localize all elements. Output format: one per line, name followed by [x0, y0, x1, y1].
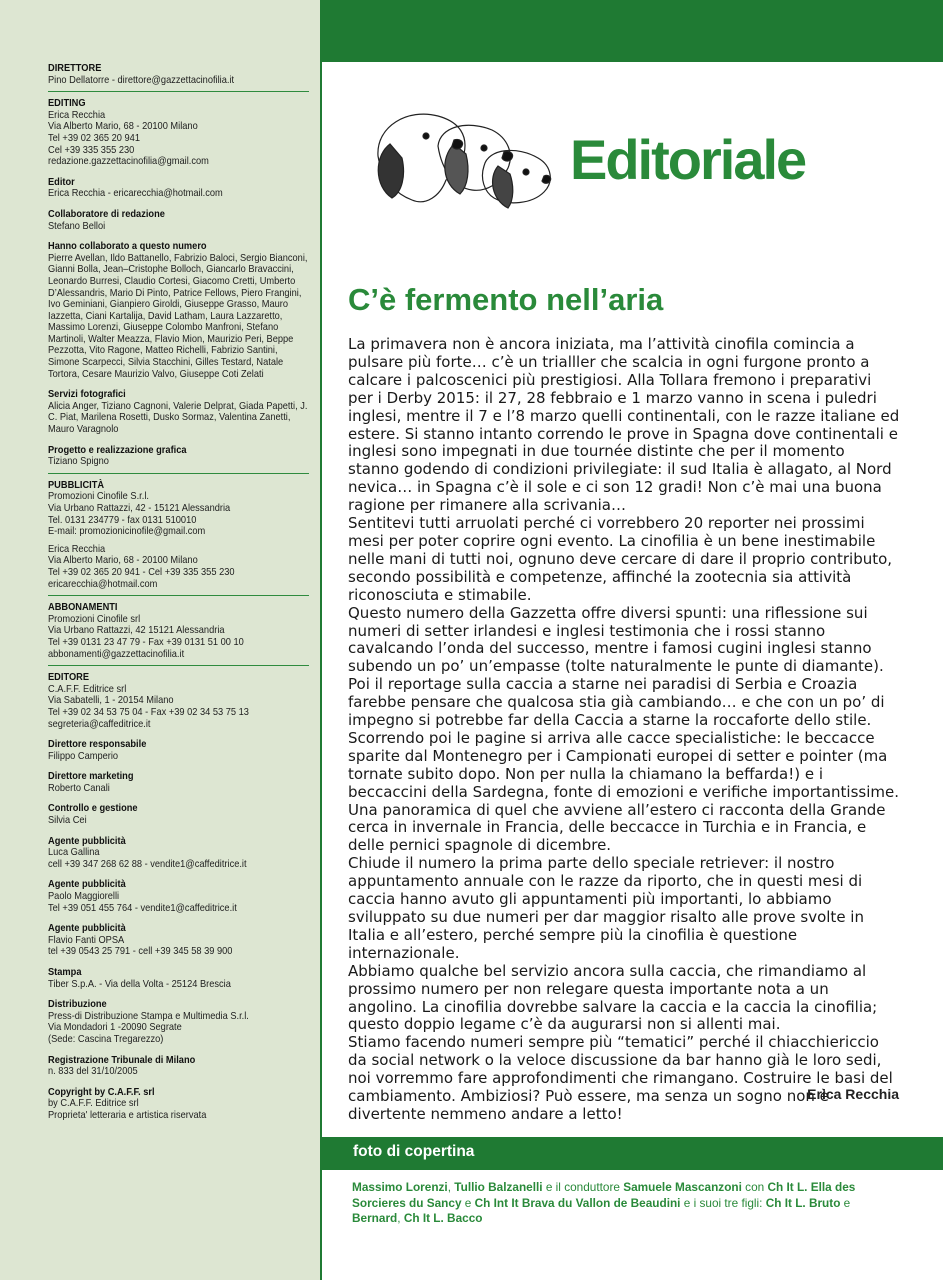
masthead-heading: Copyright by C.A.F.F. srl — [48, 1086, 155, 1098]
masthead-section-direttore — [48, 63, 309, 92]
masthead-section-hanno-collaborato — [48, 241, 309, 380]
dog-eye-3 — [523, 169, 529, 175]
masthead-section-editor — [48, 177, 309, 200]
caption-text: e il conduttore — [542, 1180, 624, 1194]
masthead-heading: PUBBLICITÀ — [48, 479, 105, 491]
dog-eye-1 — [423, 133, 429, 139]
article-author: Erica Recchia — [807, 1086, 899, 1102]
caption-name: Ch It L. Bacco — [403, 1211, 483, 1225]
masthead — [48, 63, 309, 1131]
caption-name: Tullio Balzanelli — [454, 1180, 543, 1194]
masthead-line[interactable]: segreteria@caffeditrice.it — [48, 718, 151, 730]
caption-text: , — [447, 1180, 455, 1194]
dog-heads-illustration — [368, 96, 556, 220]
masthead-line: Promozioni Cinofile S.r.l. — [48, 491, 149, 503]
masthead-line: Tel. 0131 234779 - fax 0131 510010 — [48, 514, 197, 526]
masthead-text: Pierre Avellan, Ildo Battanello, Fabrizio Baloci, Sergio Bianconi, Gianni Bolla, Jean–Cristophe Bolloch, Giancarlo Bravaccini, Leonardo Burresi, Claudio Cortesi, Giacomo Cretti, Umberto D’Alessandris, Mario Di Pinto, Patrice Fellows, Piero Frangini, Ivo Geminiani, Gianpiero Giroldi, Giuseppe Grasso, Mauro Iazzetta, Ciani Kartalija, David Latham, Laura Lazzaretto, Massimo Lorenzi, Giuseppe Colombo Manfroni, Stefano Martinoli, Walter Meazza, Flavio Mion, Maurizio Peri, Beppe Pezzotta, Vito Ragone, Matteo Richelli, Fabrizio Santini, Simone Scarpecci, Silvia Stacchini, Gilles Testard, Natale Tortora, Cesare Maurizio Valvo, Giuseppe Coti Zelati — [48, 252, 308, 380]
masthead-line: Flavio Fanti OPSA — [48, 934, 125, 946]
dog-nose-1 — [452, 139, 463, 149]
caption-name: Massimo Lorenzi — [352, 1180, 448, 1194]
caption-name: Ch It L. Ella des Sorcieres du Sancy — [352, 1180, 856, 1210]
article-paragraph: Scorrendo poi le pagine si arriva alle cacce specialistiche: le beccacce sparite dal Montenegro per i Campionati europei di setter e pointer (ma tornate subito dopo. Non per nulla la chiamano la beffarda!) e i beccaccini della Sardegna, fonte di emozioni e verifiche importantissime. — [348, 728, 900, 801]
masthead-line: Luca Gallina — [48, 847, 100, 859]
caption-name: Samuele Mascanzoni — [623, 1180, 742, 1194]
masthead-section-agente2 — [48, 879, 309, 914]
masthead-line: by C.A.F.F. Editrice srl — [48, 1098, 139, 1110]
masthead-section-distribuzione — [48, 999, 309, 1045]
masthead-line: Tel +39 02 365 20 941 — [48, 132, 140, 144]
masthead-line: n. 833 del 31/10/2005 — [48, 1066, 138, 1078]
masthead-line: Tiber S.p.A. - Via della Volta - 25124 Brescia — [48, 978, 231, 990]
top-green-band — [322, 0, 943, 62]
masthead-line: Stefano Belloi — [48, 220, 106, 232]
masthead-line[interactable]: redazione.gazzettacinofilia@gmail.com — [48, 156, 209, 168]
dog-ear-3 — [493, 166, 513, 208]
caption-text: e i suoi tre figli: — [680, 1195, 766, 1210]
caption-name: Bernard — [352, 1211, 398, 1225]
caption-text: e — [461, 1195, 475, 1210]
masthead-heading: Editor — [48, 176, 75, 188]
masthead-line: Press-di Distribuzione Stampa e Multimedia S.r.l. — [48, 1010, 249, 1022]
masthead-heading: Collaboratore di redazione — [48, 208, 165, 220]
masthead-line: Via Urbano Rattazzi, 42 15121 Alessandria — [48, 625, 225, 637]
masthead-line[interactable]: cell +39 347 268 62 88 - vendite1@caffeditrice.it — [48, 858, 247, 870]
masthead-line: Erica Recchia — [48, 109, 106, 121]
masthead-line[interactable]: Erica Recchia - ericarecchia@hotmail.com — [48, 188, 223, 200]
masthead-heading: Stampa — [48, 967, 82, 978]
article-paragraph: Questo numero della Gazzetta offre diversi spunti: una riflessione sui numeri di setter irlandesi e inglesi testimonia che i rossi stanno cavalcando l’onda del successo, mentre i famosi cugini inglesi stanno subendo un po’ un’empasse (tolte naturalmente le punte di diamante). Poi il reportage sulla caccia a starne nei paradisi di Serbia e Croazia farebbe pensare che qualcosa stia già cambiando… e che con un po’ di impegno si potrebbe far della Caccia a starne la roccaforte dello stile. — [348, 603, 885, 730]
masthead-line: Tel +39 0131 23 47 79 - Fax +39 0131 51 00 10 — [48, 636, 244, 648]
masthead-section-controllo — [48, 803, 309, 826]
masthead-section-pubblicita — [48, 480, 309, 596]
dog-nose-2 — [502, 151, 513, 161]
masthead-line: Proprieta' letteraria e artistica riservata — [48, 1109, 207, 1121]
masthead-section-collaboratore — [48, 209, 309, 232]
masthead-heading: DIRETTORE — [48, 63, 102, 74]
masthead-heading: Hanno collaborato a questo numero — [48, 241, 207, 253]
masthead-section-direttore-responsabile — [48, 739, 309, 762]
masthead-line: Cel +39 335 355 230 — [48, 144, 135, 156]
masthead-line: Via Alberto Mario, 68 - 20100 Milano — [48, 121, 198, 133]
article-paragraph: La primavera non è ancora iniziata, ma l’attività cinofila comincia a pulsare più forte… c’è un trialller che scalcia in ogni furgone pronto a calcare i palcoscenici più prestigiosi. Alla Tollara fremono i preparativi per i Derby 2015: il 27, 28 febbraio e 1 marzo vanno in scena i puledri inglesi, mentre il 7 e l’8 marzo quelli continentali, con le razze italiane ed estere. Si stanno intanto correndo le prove in Spagna dove continentali e inglesi sono impegnati in due tournée distinte che per il momento stanno godendo di condizioni privilegiate: il sud Italia è allagato, al Nord nevica… in Spagna c’è il sole e ci son 12 gradi! Non c’è mai una buona ragione per rimanere alla scrivania… — [348, 335, 900, 515]
masthead-line: Paolo Maggiorelli — [48, 891, 120, 903]
masthead-section-direttore-marketing — [48, 771, 309, 794]
caption-name: Ch It L. Bruto — [765, 1195, 841, 1210]
masthead-line: Erica Recchia — [48, 543, 106, 555]
masthead-heading: Agente pubblicità — [48, 835, 126, 847]
masthead-heading: ABBONAMENTI — [48, 602, 118, 614]
cover-photo-title: foto di copertina — [353, 1143, 475, 1160]
masthead-heading: Agente pubblicità — [48, 923, 126, 935]
cover-photo-caption — [352, 1180, 900, 1227]
masthead-heading: Servizi fotografici — [48, 389, 126, 401]
masthead-heading: Controllo e gestione — [48, 803, 138, 815]
masthead-text: Alicia Anger, Tiziano Cagnoni, Valerie Delprat, Giada Papetti, J. C. Piat, Marilena Rosetti, Dusko Sormaz, Valentina Zanetti, Mauro Varagnolo — [48, 400, 308, 436]
article-paragraph: Una panoramica di quel che avviene all’estero ci racconta della Grande cerca in invernale in Francia, delle beccacce in Turchia e in Francia, e delle pernici spagnole di dicembre. — [348, 800, 886, 855]
masthead-heading: Distribuzione — [48, 999, 107, 1011]
dog-nose-3 — [542, 175, 551, 183]
masthead-line: Via Mondadori 1 -20090 Segrate — [48, 1022, 182, 1034]
masthead-section-editing — [48, 98, 309, 168]
dog-eye-2 — [481, 145, 487, 151]
masthead-line: Via Sabatelli, 1 - 20154 Milano — [48, 695, 174, 707]
masthead-line: Promozioni Cinofile srl — [48, 613, 141, 625]
masthead-line[interactable]: ericarecchia@hotmail.com — [48, 578, 158, 590]
caption-name: Ch Int It Brava du Vallon de Beaudini — [474, 1195, 681, 1210]
masthead-heading: Direttore responsabile — [48, 739, 147, 751]
masthead-heading: Registrazione Tribunale di Milano — [48, 1054, 196, 1066]
caption-text: , — [397, 1211, 404, 1225]
masthead-line[interactable]: Tel +39 051 455 764 - vendite1@caffeditrice.it — [48, 902, 237, 914]
caption-text: con — [741, 1180, 768, 1194]
article-paragraph: Stiamo facendo numeri sempre più “tematici” perché il chiacchiericcio da social network o la veloce discussione da bar hanno già le loro sedi, noi vorremmo fare approfondimenti che rimangano. Costruire le basi del cambiamento. Ambiziosi? Può essere, ma senza un sogno non è divertente nemmeno andare a letto! — [348, 1033, 893, 1123]
masthead-section-registrazione — [48, 1055, 309, 1078]
masthead-line: Via Urbano Rattazzi, 42 - 15121 Alessandria — [48, 503, 231, 514]
masthead-line[interactable]: E-mail: promozionicinofile@gmail.com — [48, 526, 206, 538]
caption-text: e — [840, 1195, 851, 1210]
masthead-line: Tel +39 02 365 20 941 - Cel +39 335 355 230 — [48, 566, 235, 578]
masthead-line: Silvia Cei — [48, 815, 87, 827]
masthead-section-editore — [48, 672, 309, 730]
masthead-line: Tiziano Spigno — [48, 456, 109, 468]
masthead-line[interactable]: abbonamenti@gazzettacinofilia.it — [48, 648, 185, 660]
section-title: Editoriale — [570, 128, 806, 191]
masthead-line: Filippo Camperio — [48, 750, 119, 762]
column-divider — [320, 0, 322, 1280]
article-paragraph: Sentitevi tutti arruolati perché ci vorrebbero 20 reporter nei prossimi mesi per poter coprire ogni evento. La cinofilia è un bene inestimabile nelle mani di tutti noi, ognuno deve cercare di dare il proprio contributo, secondo possibilità e competenze, affinché la zootecnia sia attività riconosciuta e stimabile. — [348, 514, 893, 604]
article-paragraph: Chiude il numero la prima parte dello speciale retriever: il nostro appuntamento annuale con le razze da riporto, che in questi mesi di caccia hanno avuto gli appuntamenti più importanti, lo abbiamo sviluppato su due numeri per dar maggior risalto alle prove svolte in Italia e all’estero, perché sempre più la cinofilia è questione internazionale. — [348, 854, 864, 962]
masthead-line: tel +39 0543 25 791 - cell +39 345 58 39 900 — [48, 946, 233, 958]
masthead-line: C.A.F.F. Editrice srl — [48, 683, 127, 695]
masthead-line: Tel +39 02 34 53 75 04 - Fax +39 02 34 53 75 13 — [48, 706, 249, 718]
masthead-line[interactable]: Pino Dellatorre - direttore@gazzettacinofilia.it — [48, 74, 235, 86]
masthead-heading: Agente pubblicità — [48, 879, 126, 891]
masthead-line: Roberto Canali — [48, 782, 110, 794]
article-paragraph: Abbiamo qualche bel servizio ancora sulla caccia, che rimandiamo al prossimo numero per non relegare questa importante nota a un angolino. La cinofilia dovrebbe salvare la caccia e la caccia la cinofilia; questo doppio legame c’è da augurarsi non si allenti mai. — [348, 961, 878, 1034]
article-headline: C’è fermento nell’aria — [348, 282, 664, 317]
masthead-line: (Sede: Cascina Tregarezzo) — [48, 1033, 164, 1045]
masthead-heading: Direttore marketing — [48, 771, 134, 783]
article-body — [348, 336, 900, 1124]
masthead-section-progetto — [48, 445, 309, 474]
masthead-section-abbonamenti — [48, 602, 309, 666]
masthead-heading: EDITING — [48, 98, 86, 110]
masthead-section-agente1 — [48, 836, 309, 871]
dog-ear-1 — [378, 144, 403, 198]
masthead-line: Via Alberto Mario, 68 - 20100 Milano — [48, 555, 198, 567]
masthead-heading: Progetto e realizzazione grafica — [48, 444, 187, 456]
masthead-section-agente3 — [48, 923, 309, 958]
masthead-heading: EDITORE — [48, 672, 90, 684]
masthead-section-servizi-fotografici — [48, 389, 309, 435]
masthead-section-copyright — [48, 1087, 309, 1122]
masthead-section-stampa — [48, 967, 309, 990]
